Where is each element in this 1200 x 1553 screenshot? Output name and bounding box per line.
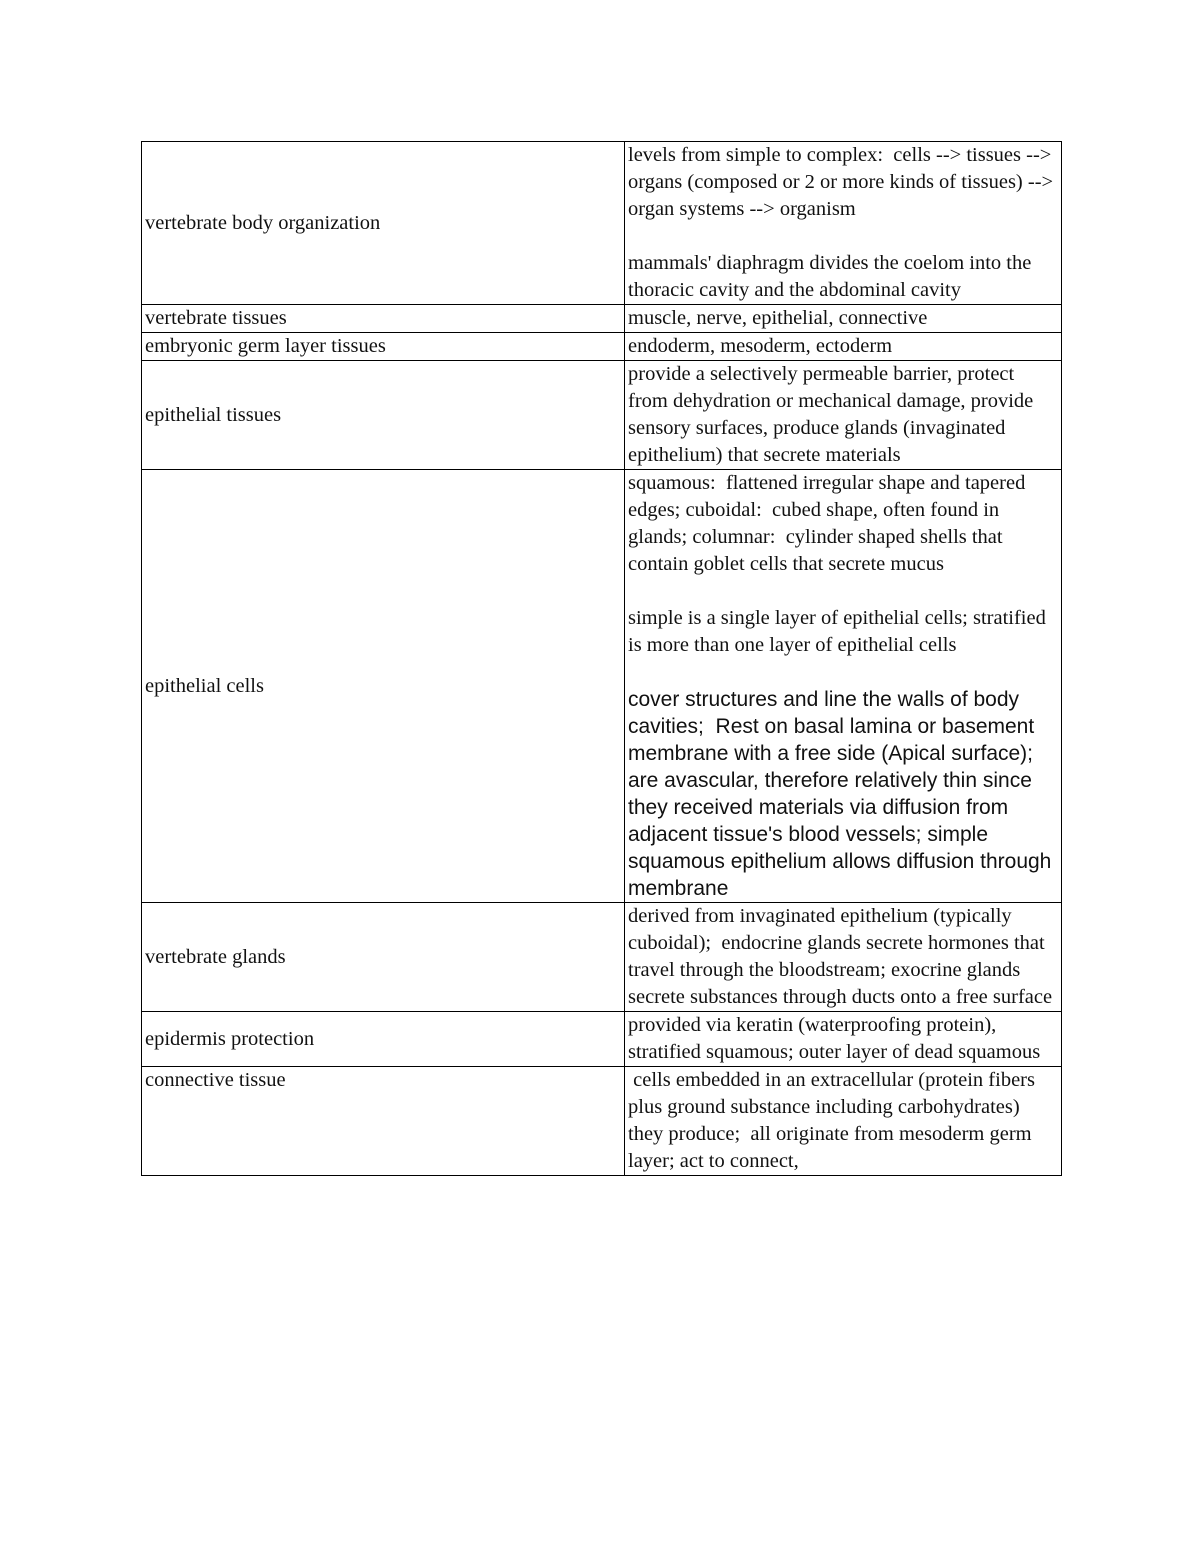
table-row bbox=[142, 1067, 1062, 1176]
definition-cell bbox=[625, 361, 1062, 470]
definition-paragraph: provide a selectively permeable barrier, protect from dehydration or mechanical damage, provide sensory surfaces, produce glands (invaginated epithelium) that secrete materials bbox=[628, 363, 1039, 466]
paragraph-gap bbox=[628, 659, 1058, 686]
definition-paragraph: derived from invaginated epithelium (typically cuboidal); endocrine glands secrete hormones that travel through the bloodstream; exocrine glands secrete substances through ducts onto a free surface bbox=[628, 905, 1053, 1008]
table-row bbox=[142, 333, 1062, 361]
definition-cell bbox=[625, 470, 1062, 903]
definition-paragraph: simple is a single layer of epithelial cells; stratified is more than one layer of epithelial cells bbox=[628, 607, 1051, 656]
term-cell: embryonic germ layer tissues bbox=[142, 333, 625, 361]
definition-paragraph: muscle, nerve, epithelial, connective bbox=[628, 307, 928, 329]
flashcard-table bbox=[141, 141, 1062, 1176]
definition-cell bbox=[625, 1012, 1062, 1067]
definition-cell bbox=[625, 305, 1062, 333]
term-cell: vertebrate body organization bbox=[142, 142, 625, 305]
table-row bbox=[142, 361, 1062, 470]
definition-paragraph: levels from simple to complex: cells --> tissues --> organs (composed or 2 or more kinds of tissues) --> organ systems --> organism bbox=[628, 144, 1059, 220]
definition-cell bbox=[625, 333, 1062, 361]
term-cell: vertebrate tissues bbox=[142, 305, 625, 333]
paragraph-gap bbox=[628, 223, 1058, 250]
definition-paragraph: cells embedded in an extracellular (protein fibers plus ground substance including carbohydrates) they produce; all originate from mesoderm germ layer; act to connect, bbox=[628, 1069, 1041, 1172]
term-cell: epithelial cells bbox=[142, 470, 625, 903]
definition-paragraph: provided via keratin (waterproofing protein), stratified squamous; outer layer of dead squamous bbox=[628, 1014, 1041, 1063]
definition-cell bbox=[625, 142, 1062, 305]
paragraph-gap bbox=[628, 578, 1058, 605]
term-cell: vertebrate glands bbox=[142, 903, 625, 1012]
term-cell: epidermis protection bbox=[142, 1012, 625, 1067]
term-cell: connective tissue bbox=[142, 1067, 625, 1176]
definition-cell bbox=[625, 903, 1062, 1012]
definition-cell bbox=[625, 1067, 1062, 1176]
definition-paragraph: squamous: flattened irregular shape and tapered edges; cuboidal: cubed shape, often found in glands; columnar: cylinder shaped shells that contain goblet cells that secrete mucus bbox=[628, 472, 1031, 575]
table-row bbox=[142, 470, 1062, 903]
table-row bbox=[142, 305, 1062, 333]
table-row bbox=[142, 903, 1062, 1012]
term-cell: epithelial tissues bbox=[142, 361, 625, 470]
definition-paragraph: mammals' diaphragm divides the coelom into the thoracic cavity and the abdominal cavity bbox=[628, 252, 1037, 301]
table-row bbox=[142, 142, 1062, 305]
definition-paragraph: cover structures and line the walls of body cavities; Rest on basal lamina or basement membrane with a free side (Apical surface); are avascular, therefore relatively thin since they received materials via diffusion from adjacent tissue's blood vessels; simple squamous epithelium allows diffusion through membrane bbox=[628, 688, 1058, 900]
definition-paragraph: endoderm, mesoderm, ectoderm bbox=[628, 335, 893, 357]
table-row bbox=[142, 1012, 1062, 1067]
